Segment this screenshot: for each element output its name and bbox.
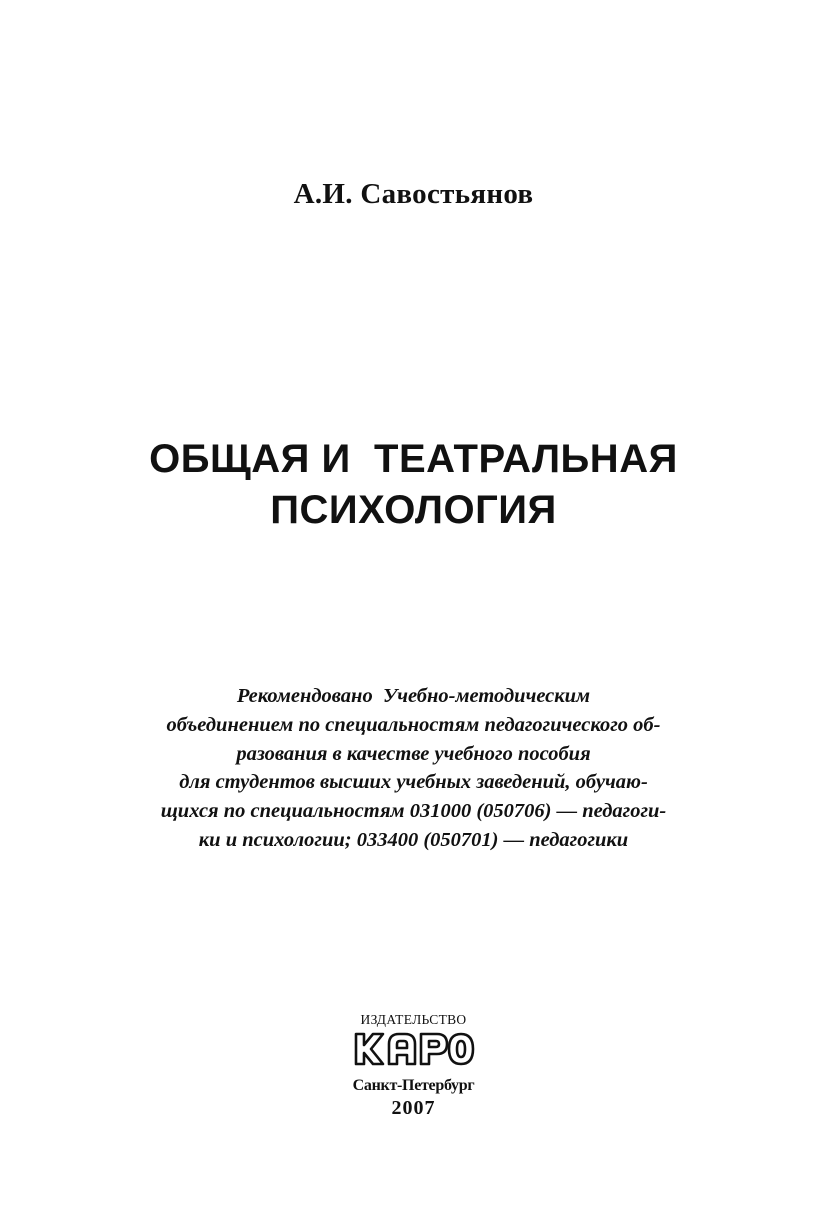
book-title <box>0 434 827 536</box>
author-name: А.И. Савостьянов <box>293 178 534 210</box>
publication-year: 2007 <box>391 1097 436 1119</box>
recommendation-line-6: ки и психологии; 033400 (050701) — педагогики <box>198 828 629 851</box>
book-title-line-1: ОБЩАЯ И ТЕАТРАЛЬНАЯ <box>149 437 678 481</box>
recommendation-line-1: Рекомендовано Учебно-методическим <box>236 685 591 707</box>
recommendation-text <box>80 682 747 855</box>
publisher-city: Санкт-Петербург <box>352 1077 475 1094</box>
publisher-label: ИЗДАТЕЛЬСТВО <box>360 1012 467 1027</box>
recommendation-line-5: щихся по специальностям 031000 (050706) — педагоги- <box>160 800 667 823</box>
recommendation-line-4: для студентов высших учебных заведений, обучаю- <box>179 771 648 794</box>
recommendation-line-2: объединением по специальностям педагогического об- <box>166 713 661 736</box>
recommendation-line-3: разования в качестве учебного пособия <box>236 742 591 765</box>
publisher-block <box>0 1012 827 1120</box>
book-title-line-2: ПСИХОЛОГИЯ <box>270 488 557 532</box>
publisher-logo <box>353 1030 475 1068</box>
karo-logo-icon <box>353 1030 475 1068</box>
